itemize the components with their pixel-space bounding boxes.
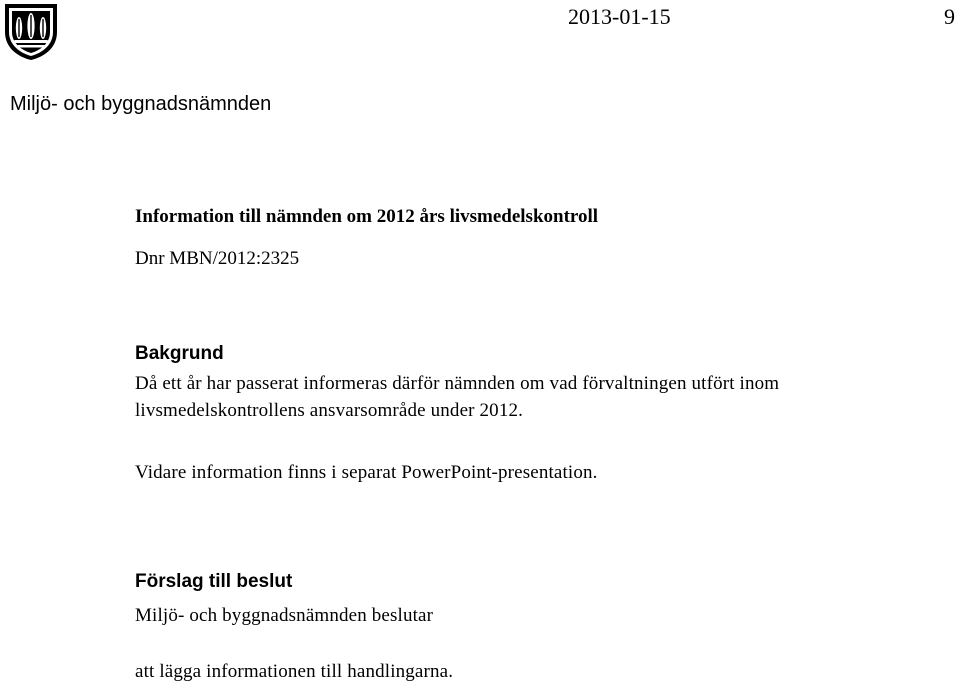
proposal-heading: Förslag till beslut [135, 571, 293, 592]
proposal-intro: Miljö- och byggnadsnämnden beslutar [135, 605, 434, 626]
committee-name: Miljö- och byggnadsnämnden [10, 93, 272, 115]
background-heading: Bakgrund [135, 343, 224, 364]
document-reference-number: Dnr MBN/2012:2325 [135, 248, 300, 269]
further-information-paragraph: Vidare information finns i separat PowerPoint-presentation. [135, 462, 598, 483]
proposal-decision: att lägga informationen till handlingarna. [135, 661, 454, 682]
background-paragraph-line: livsmedelskontrollens ansvarsområde under 2012. [135, 399, 524, 421]
background-paragraph-line: Då ett år har passerat informeras därför nämnden om vad förvaltningen utfört inom [135, 373, 780, 394]
page-number: 9 [944, 4, 955, 29]
document-title: Information till nämnden om 2012 års livsmedelskontroll [135, 206, 599, 227]
municipal-coat-of-arms-icon [2, 2, 60, 62]
background-paragraph [135, 371, 955, 424]
document-date: 2013-01-15 [568, 4, 671, 29]
